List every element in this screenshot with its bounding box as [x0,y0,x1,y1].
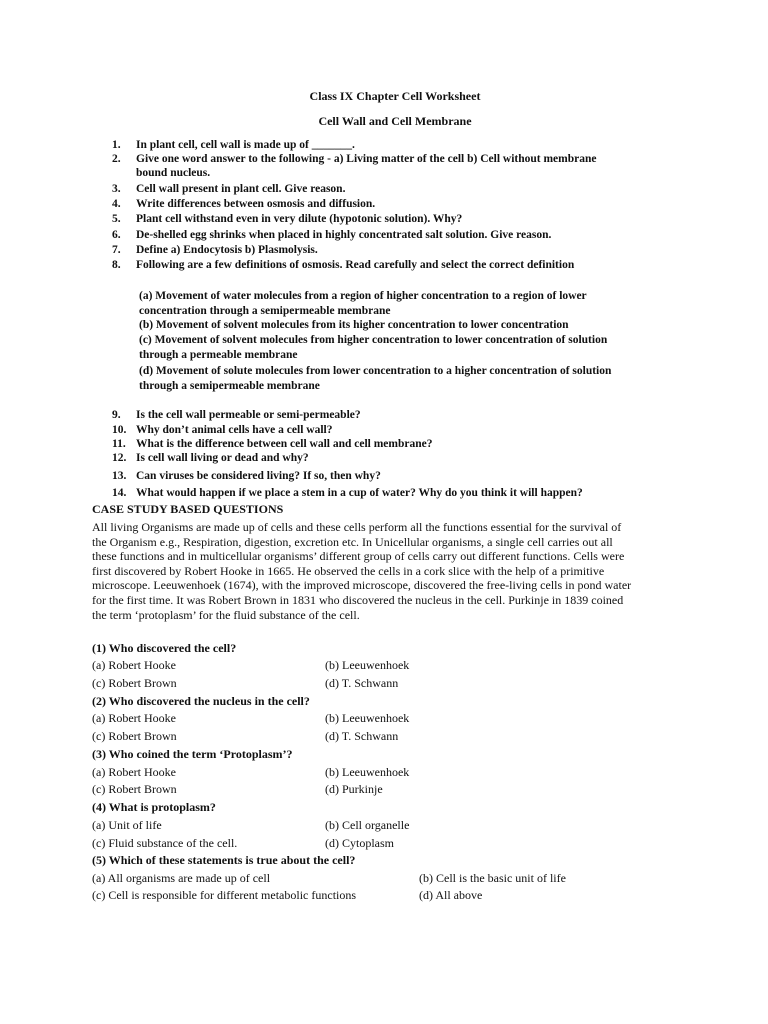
osmosis-option-line: (a) Movement of water molecules from a region of higher concentration to a region of lower [139,290,587,302]
question-number: 1. [112,139,121,151]
mcq-option: (c) Robert Brown [92,729,177,743]
question-item [112,197,672,211]
question-text: Following are a few definitions of osmosis. Read carefully and select the correct definition [136,259,575,271]
question-number: 11. [112,438,126,450]
worksheet-subtitle: Cell Wall and Cell Membrane [318,114,472,128]
mcq-option: (a) Robert Hooke [92,765,176,779]
question-text: Is the cell wall permeable or semi-permeable? [136,409,361,421]
osmosis-option-line: (b) Movement of solvent molecules from its higher concentration to lower concentration [139,319,569,331]
mcq-option: (a) All organisms are made up of cell [92,871,271,885]
question-item [112,212,672,226]
question-item [112,469,672,483]
question-text: Plant cell withstand even in very dilute (hypotonic solution). Why? [136,213,463,225]
mcq-option: (a) Robert Hooke [92,658,176,672]
osmosis-option-line: (c) Movement of solvent molecules from higher concentration to lower concentration of solution [139,334,608,346]
osmosis-option-line: concentration through a semipermeable membrane [139,305,391,317]
mcq-question: (5) Which of these statements is true about the cell? [92,853,356,867]
osmosis-option-line: (d) Movement of solute molecules from lower concentration to a higher concentration of solution [139,365,612,377]
osmosis-option-line: through a semipermeable membrane [139,380,320,392]
question-text-continued: bound nucleus. [136,167,211,179]
mcq-option: (b) Leeuwenhoek [325,765,410,779]
paragraph-line: the term ‘protoplasm’ for the fluid substance of the cell. [92,607,360,622]
paragraph-line: these functions and in multicellular organisms’ different group of cells carry out different functions. Cells were [92,549,625,564]
question-item [112,258,672,272]
paragraph-line: the Organism e.g., Respiration, digestion, excretion etc. In Unicellular organisms, a single cell carries out all [92,534,613,549]
case-study-heading: CASE STUDY BASED QUESTIONS [92,502,284,516]
mcq-question: (1) Who discovered the cell? [92,641,237,655]
question-number: 14. [112,487,127,499]
mcq-option: (d) Purkinje [325,782,383,796]
question-number: 5. [112,213,121,225]
question-text: Is cell wall living or dead and why? [136,452,309,464]
question-number: 3. [112,183,121,195]
mcq-option: (c) Robert Brown [92,782,177,796]
question-item [112,182,672,196]
osmosis-option-line: through a permeable membrane [139,349,298,361]
question-text: Write differences between osmosis and diffusion. [136,198,376,210]
question-number: 12. [112,452,127,464]
question-number: 9. [112,409,121,421]
paragraph-line: microscope. Leeuwenhoek (1674), with the improved microscope, discovered the free-living cells in pond water [92,578,632,593]
mcq-option: (b) Leeuwenhoek [325,711,410,725]
question-number: 7. [112,244,121,256]
question-item [112,486,672,500]
mcq-option: (d) All above [419,888,483,902]
question-item [112,437,672,451]
paragraph-line: for the first time. It was Robert Brown in 1831 who discovered the nucleus in the cell. Purkinje in 1839 coined [92,592,624,607]
question-item [112,408,672,422]
case-study-paragraph [92,520,682,622]
question-text: What is the difference between cell wall and cell membrane? [136,438,433,450]
mcq-option: (b) Cell is the basic unit of life [419,871,566,885]
question-number: 6. [112,229,121,241]
mcq-question: (4) What is protoplasm? [92,800,216,814]
worksheet-title: Class IX Chapter Cell Worksheet [309,89,481,103]
question-item [112,152,672,180]
question-text: Give one word answer to the following - a) Living matter of the cell b) Cell without membrane [136,153,597,165]
mcq-option: (a) Unit of life [92,818,162,832]
paragraph-line: All living Organisms are made up of cells and these cells perform all the functions essential for the survival of [92,520,622,534]
question-item [112,423,672,437]
mcq-option: (d) T. Schwann [325,729,399,743]
question-item [112,451,672,465]
question-text: In plant cell, cell wall is made up of _______. [136,139,355,151]
mcq-option: (c) Fluid substance of the cell. [92,836,238,850]
question-text: Why don’t animal cells have a cell wall? [136,424,333,436]
mcq-option: (a) Robert Hooke [92,711,176,725]
mcq-option: (c) Cell is responsible for different metabolic functions [92,888,357,902]
question-text: Can viruses be considered living? If so, then why? [136,470,381,482]
question-number: 2. [112,153,121,165]
mcq-question: (3) Who coined the term ‘Protoplasm’? [92,747,293,761]
question-number: 8. [112,259,121,271]
question-text: What would happen if we place a stem in a cup of water? Why do you think it will happen? [136,487,583,499]
mcq-question: (2) Who discovered the nucleus in the cell? [92,694,310,708]
mcq-option: (d) Cytoplasm [325,836,394,850]
paragraph-line: first discovered by Robert Hooke in 1665. He observed the cells in a cork slice with the help of a primitive [92,563,605,578]
mcq-option: (b) Cell organelle [325,818,410,832]
question-number: 13. [112,470,127,482]
mcq-option: (c) Robert Brown [92,676,177,690]
question-item [112,243,672,257]
question-text: De-shelled egg shrinks when placed in highly concentrated salt solution. Give reason. [136,229,552,241]
question-number: 4. [112,198,121,210]
question-number: 10. [112,424,127,436]
question-item [112,228,672,242]
question-text: Define a) Endocytosis b) Plasmolysis. [136,244,318,256]
question-text: Cell wall present in plant cell. Give reason. [136,183,346,195]
mcq-option: (d) T. Schwann [325,676,399,690]
question-item [112,138,672,152]
mcq-option: (b) Leeuwenhoek [325,658,410,672]
